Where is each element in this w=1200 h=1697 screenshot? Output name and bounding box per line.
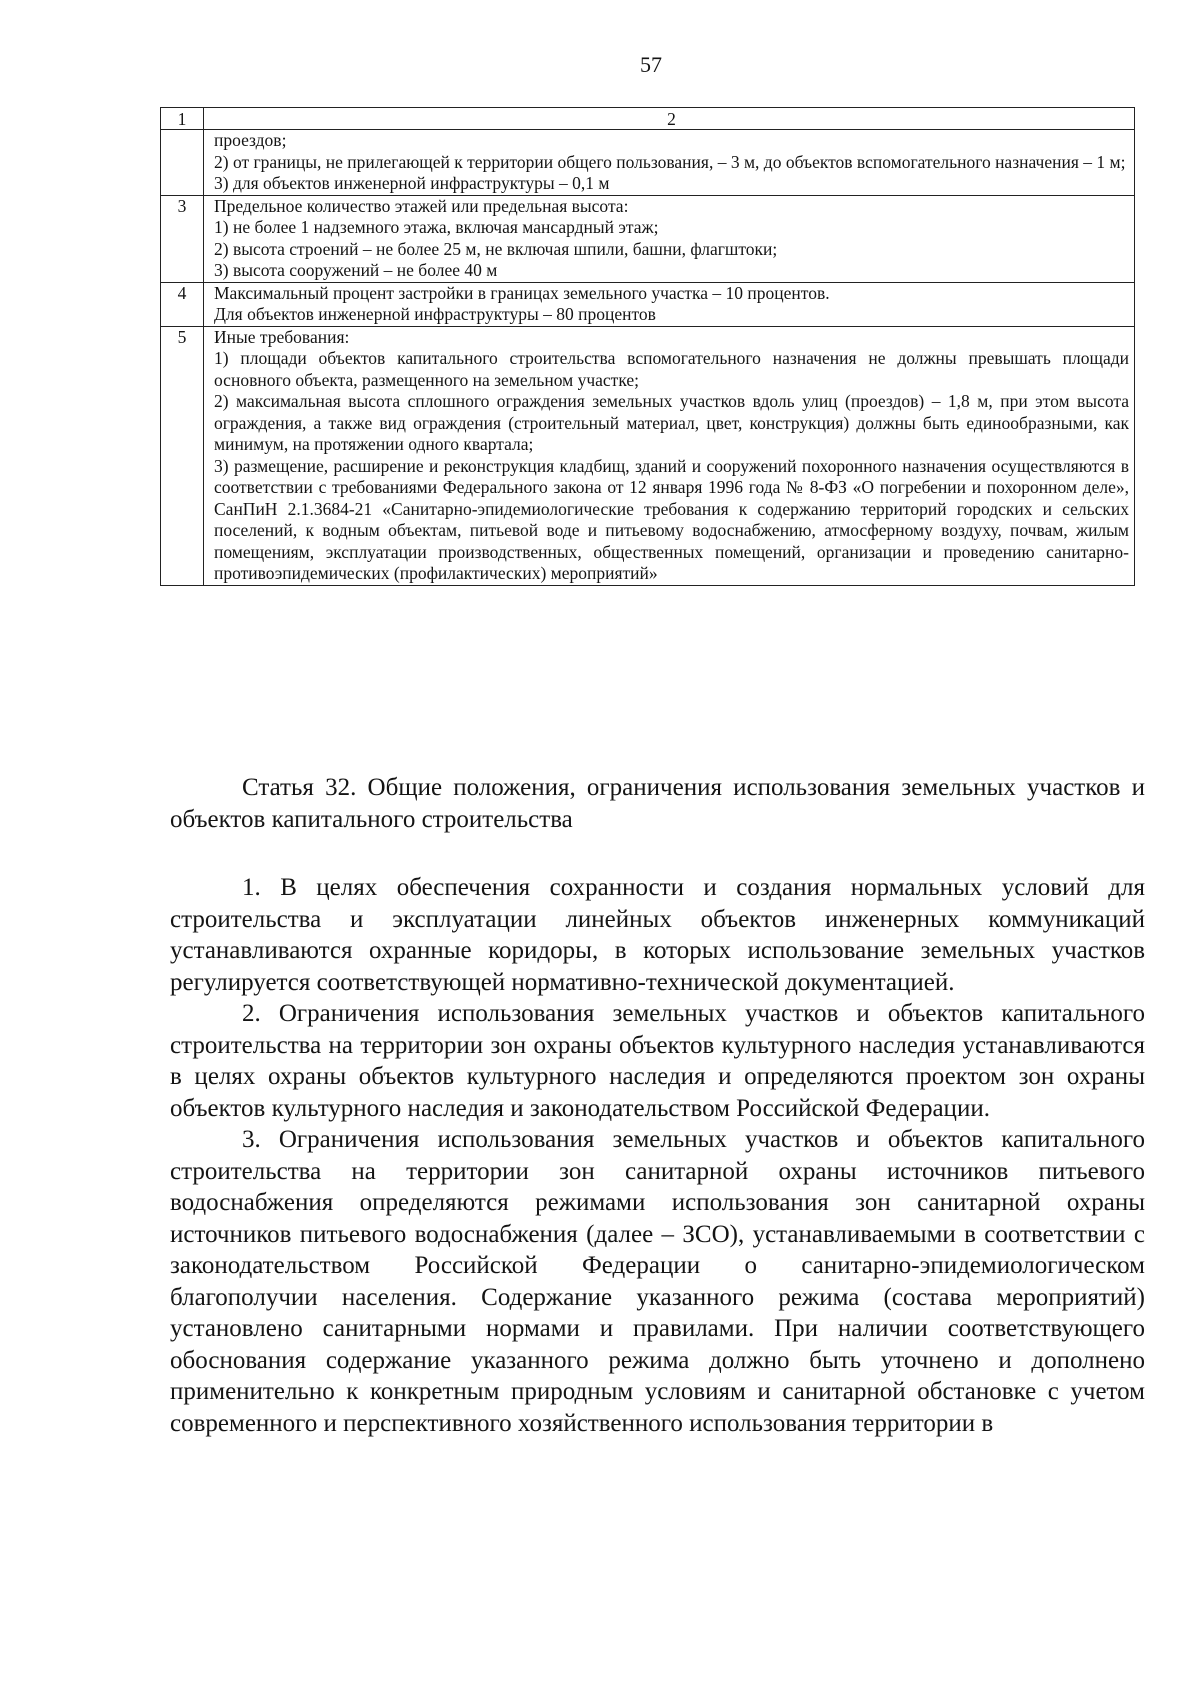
row-content [204, 195, 1135, 282]
row-line: 2) от границы, не прилегающей к территории общего пользования, – 3 м, до объектов вспомогательного назначения – 1 м; [214, 151, 1126, 172]
row-number: 4 [161, 282, 204, 326]
article-title: Статья 32. Общие положения, ограничения использования земельных участков и объектов капитального строительства [170, 774, 1145, 833]
table-row [161, 282, 1135, 326]
article-body [170, 872, 1145, 1439]
row-content [204, 326, 1135, 585]
row-line: Иные требования: [214, 326, 350, 347]
row-line: 1) не более 1 надземного этажа, включая мансардный этаж; [214, 217, 659, 237]
table-row [161, 130, 1135, 196]
table-row [161, 195, 1135, 282]
row-line: проездов; [214, 130, 287, 150]
row-line: Для объектов инженерной инфраструктуры – 80 процентов [214, 304, 656, 324]
row-number [161, 130, 204, 196]
table-header-row [161, 108, 1135, 130]
row-line: 3) размещение, расширение и реконструкция кладбищ, зданий и сооружений похоронного назначения осуществляются в соответствии с требованиями Федерального закона от 12 января 1996 года № 8-ФЗ «О погребении и похоронном деле», СанПиН 2.1.3684-21 «Санитарно-эпидемиологические требования к содержанию территорий городских и сельских поселений, к водным объектам, питьевой воде и питьевому водоснабжению, атмосферному воздуху, почвам, жилым помещениям, эксплуатации производственных, общественных помещений, организации и проведению санитарно-противоэпидемических (профилактических) мероприятий» [214, 455, 1129, 583]
paragraph: 1. В целях обеспечения сохранности и создания нормальных условий для строительства и эксплуатации линейных объектов инженерных коммуникаций устанавливаются охранные коридоры, в которых использование земельных участков регулируется соответствующей нормативно-технической документацией. [170, 874, 1145, 996]
row-line: 3) для объектов инженерной инфраструктуры – 0,1 м [214, 173, 610, 193]
header-cell-text: 2 [204, 108, 1135, 130]
row-content [204, 282, 1135, 326]
row-line: 3) высота сооружений – не более 40 м [214, 260, 498, 280]
header-cell-number: 1 [161, 108, 204, 130]
row-number: 5 [161, 326, 204, 585]
row-line: 1) площади объектов капитального строительства вспомогательного назначения не должны превышать площади основного объекта, размещенного на земельном участке; [214, 348, 1129, 390]
paragraph: 3. Ограничения использования земельных участков и объектов капитального строительства на территории зон санитарной охраны источников питьевого водоснабжения определяются режимами использования зон санитарной охраны источников питьевого водоснабжения (далее – ЗСО), устанавливаемыми в соответствии с законодательством Российской Федерации о санитарно-эпидемиологическом благополучии населения. Содержание указанного режима (состава мероприятий) установлено санитарными нормами и правилами. При наличии соответствующего обоснования содержание указанного режима должно быть уточнено и дополнено применительно к конкретным природным условиям и санитарной обстановке с учетом современного и перспективного хозяйственного использования территории в [170, 1126, 1145, 1437]
page-number: 57 [640, 52, 662, 77]
row-line: Максимальный процент застройки в границах земельного участка – 10 процентов. [214, 282, 830, 303]
row-line: 2) высота строений – не более 25 м, не включая шпили, башни, флагштоки; [214, 238, 778, 259]
row-number: 3 [161, 195, 204, 282]
paragraph: 2. Ограничения использования земельных участков и объектов капитального строительства на территории зон охраны объектов культурного наследия устанавливаются в целях охраны объектов культурного наследия и определяются проектом зон охраны объектов культурного наследия и законодательством Российской Федерации. [170, 1000, 1145, 1122]
row-line: 2) максимальная высота сплошного ограждения земельных участков вдоль улиц (проездов) – 1,8 м, при этом высота ограждения, а также вид ограждения (строительный материал, цвет, конструкция) должны быть единообразными, как минимум, на протяжении одного квартала; [214, 391, 1129, 454]
row-line: Предельное количество этажей или предельная высота: [214, 195, 629, 216]
row-content [204, 130, 1135, 196]
requirements-table [160, 107, 1135, 586]
table-row [161, 326, 1135, 585]
